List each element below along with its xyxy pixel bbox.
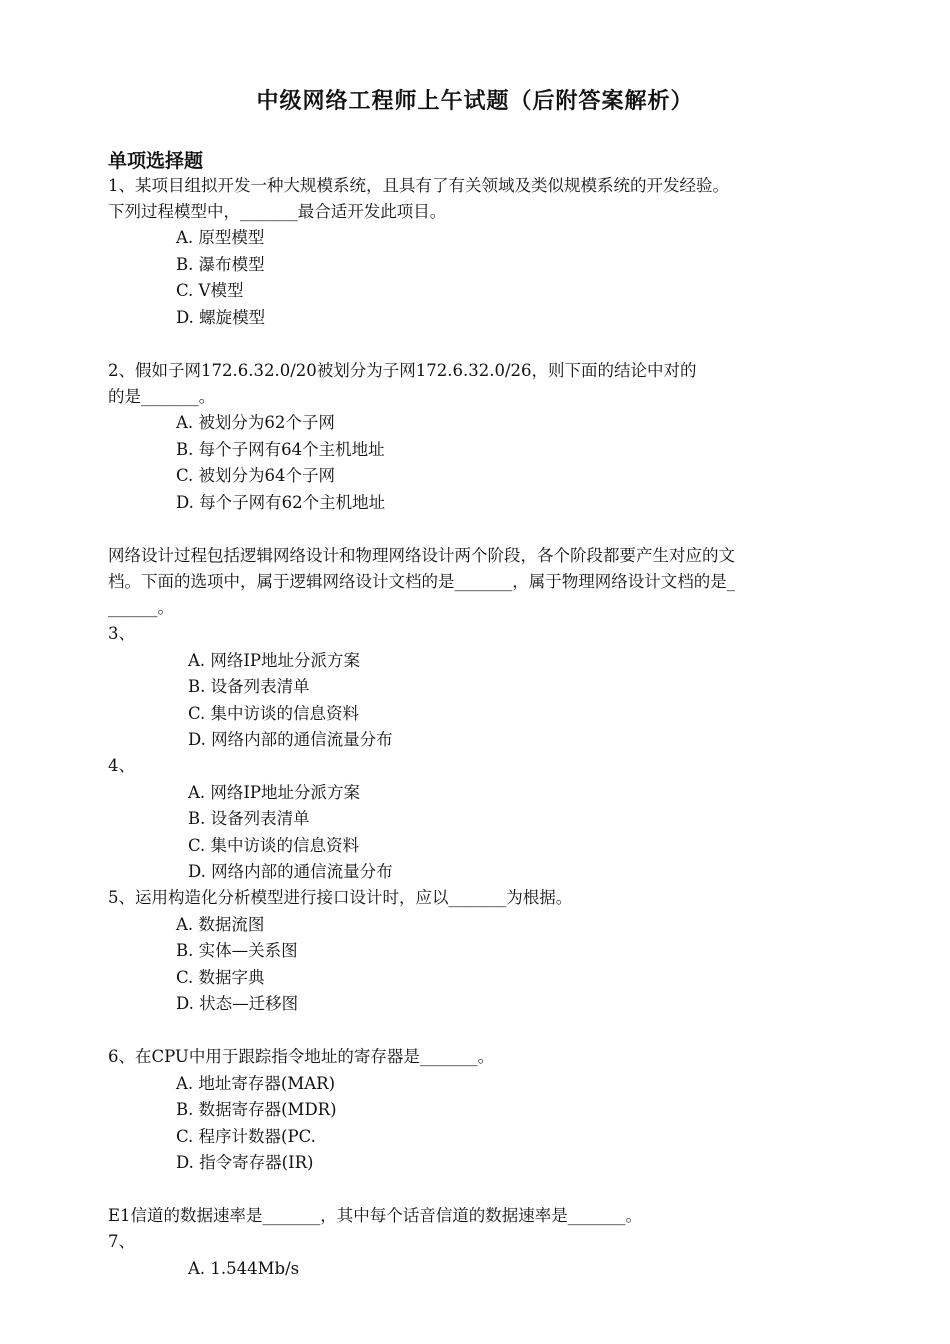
question-5-option-c: C. 数据字典 [176, 968, 265, 987]
question-5-option-d: D. 状态—迁移图 [176, 994, 299, 1013]
shared-stem-3-4-line-1: 网络设计过程包括逻辑网络设计和物理网络设计两个阶段，各个阶段都要产生对应的文 [108, 546, 735, 565]
question-1-option-d: D. 螺旋模型 [176, 308, 266, 327]
question-6-option-c: C. 程序计数器(PC. [176, 1127, 316, 1146]
question-1-stem-line-1: 1、某项目组拟开发一种大规模系统，且具有了有关领域及类似规模系统的开发经验。 [108, 176, 729, 195]
question-6-option-a: A. 地址寄存器(MAR) [176, 1074, 336, 1093]
shared-stem-7-line-1: E1信道的数据速率是_______，其中每个话音信道的数据速率是_______。 [108, 1206, 643, 1225]
shared-stem-3-4-line-3: ______。 [108, 598, 174, 617]
question-6-stem: 6、在CPU中用于跟踪指令地址的寄存器是_______。 [108, 1047, 495, 1066]
question-3-option-c: C. 集中访谈的信息资料 [188, 704, 360, 723]
document-title: 中级网络工程师上午试题（后附答案解析） [256, 89, 694, 114]
question-1-option-c: C. V模型 [176, 281, 244, 300]
question-2-stem-line-2: 的是_______。 [108, 387, 216, 406]
question-5-option-b: B. 实体—关系图 [176, 941, 298, 960]
question-4-option-b: B. 设备列表清单 [188, 809, 310, 828]
question-3-label: 3、 [108, 624, 135, 643]
question-3-option-a: A. 网络IP地址分派方案 [188, 651, 361, 670]
question-1-stem-line-2: 下列过程模型中，_______最合适开发此项目。 [108, 202, 447, 221]
question-6-option-b: B. 数据寄存器(MDR) [176, 1100, 337, 1119]
question-7-label: 7、 [108, 1232, 135, 1251]
question-1-option-b: B. 瀑布模型 [176, 255, 265, 274]
question-5-option-a: A. 数据流图 [176, 915, 265, 934]
question-4-option-c: C. 集中访谈的信息资料 [188, 836, 360, 855]
question-2-stem-line-1: 2、假如子网172.6.32.0/20被划分为子网172.6.32.0/26，则下面的结论中对的 [108, 361, 697, 380]
question-2-option-d: D. 每个子网有62个主机地址 [176, 493, 386, 512]
question-4-option-d: D. 网络内部的通信流量分布 [188, 862, 393, 881]
question-1-option-a: A. 原型模型 [176, 228, 265, 247]
question-5-stem: 5、运用构造化分析模型进行接口设计时，应以_______为根据。 [108, 888, 573, 907]
question-4-option-a: A. 网络IP地址分派方案 [188, 783, 361, 802]
question-2-option-c: C. 被划分为64个子网 [176, 466, 336, 485]
question-3-option-d: D. 网络内部的通信流量分布 [188, 730, 393, 749]
section-heading: 单项选择题 [108, 150, 204, 172]
question-4-label: 4、 [108, 756, 135, 775]
shared-stem-3-4-line-2: 档。下面的选项中，属于逻辑网络设计文档的是_______，属于物理网络设计文档的是_ [108, 572, 735, 591]
question-3-option-b: B. 设备列表清单 [188, 677, 310, 696]
question-7-option-a: A. 1.544Mb/s [188, 1259, 300, 1278]
question-6-option-d: D. 指令寄存器(IR) [176, 1153, 314, 1172]
question-2-option-a: A. 被划分为62个子网 [176, 413, 335, 432]
question-2-option-b: B. 每个子网有64个主机地址 [176, 440, 385, 459]
